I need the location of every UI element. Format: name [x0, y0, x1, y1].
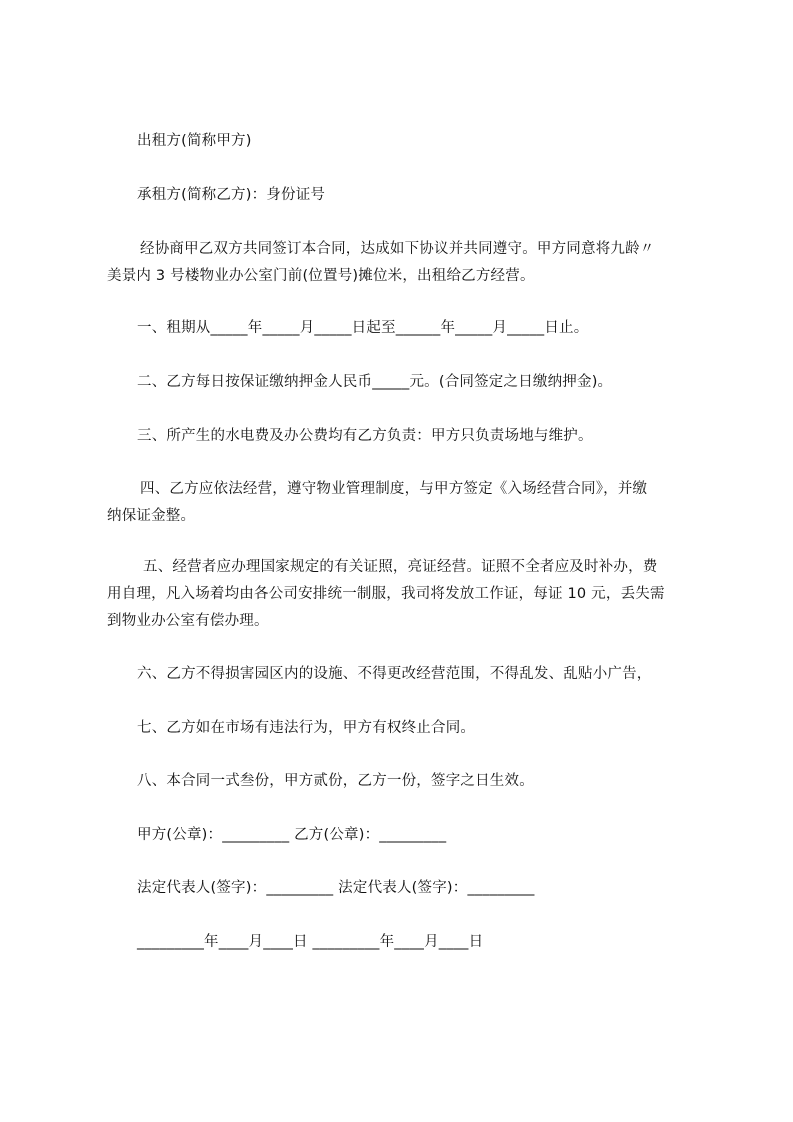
date-line: _________年____月____日 _________年____月____日: [137, 934, 484, 950]
clause-5-line-3: 到物业办公室有偿办理。: [107, 613, 269, 629]
seal-signature-line: 甲方(公章)：_________ 乙方(公章)：_________: [137, 827, 447, 843]
clause-6: 六、乙方不得损害园区内的设施、不得更改经营范围，不得乱发、乱贴小广告，: [137, 666, 652, 682]
clause-1: 一、租期从_____年_____月_____日起至______年_____月_____日止。: [137, 320, 589, 336]
clause-4-line-1: 四、乙方应依法经营，遵守物业管理制度，与甲方签定《入场经营合同》，并缴: [140, 481, 648, 497]
clause-7: 七、乙方如在市场有违法行为，甲方有权终止合同。: [137, 720, 476, 736]
clause-2: 二、乙方每日按保证缴纳押金人民币_____元。(合同签定之日缴纳押金)。: [137, 374, 613, 390]
clause-4-line-2: 纳保证金整。: [107, 508, 196, 524]
clause-3: 三、所产生的水电费及办公费均有乙方负责：甲方只负责场地与维护。: [137, 428, 593, 444]
representative-signature-line: 法定代表人(签字)：_________ 法定代表人(签字)：_________: [137, 880, 535, 896]
intro-line-1: 经协商甲乙双方共同签订本合同，达成如下协议并共同遵守。甲方同意将九龄〃: [140, 241, 655, 257]
lessor-line: 出租方(简称甲方): [137, 133, 252, 149]
intro-line-2: 美景内 3 号楼物业办公室门前(位置号)摊位米，出租给乙方经营。: [107, 268, 535, 284]
clause-5-line-1: 五、经营者应办理国家规定的有关证照，亮证经营。证照不全者应及时补办，费: [143, 559, 658, 575]
clause-8: 八、本合同一式叁份，甲方贰份，乙方一份，签字之日生效。: [137, 773, 534, 789]
clause-5-line-2: 用自理，凡入场着均由各公司安排统一制服，我司将发放工作证，每证 10 元，丢失需: [107, 586, 665, 602]
lessee-line: 承租方(简称乙方)：身份证号: [137, 187, 326, 203]
